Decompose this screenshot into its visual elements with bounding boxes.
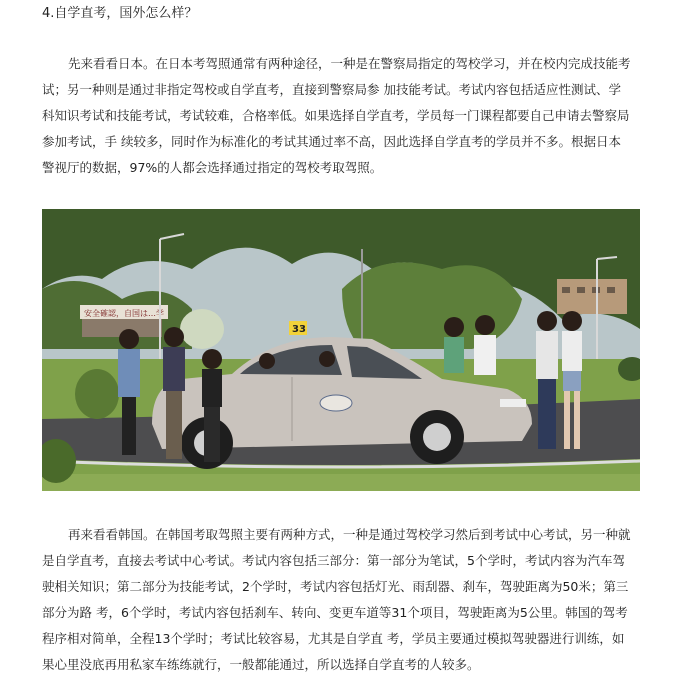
driving-school-photo	[42, 209, 640, 491]
photo-sign-text: 安全確認，自国は…学	[84, 309, 164, 318]
paragraph-line: 是自学直考，直接去考试中心考试。考试内容包括三部分：第一部分为笔试，5个学时，考试内容为汽车驾	[42, 553, 625, 568]
paragraph-line: 科知识考试和技能考试，考试较难，合格率低。如果选择自学直考，学员每一门课程都要自己申请去警察局	[42, 108, 630, 123]
paragraph-line: 再来看看韩国。在韩国考取驾照主要有两种方式，一种是通过驾校学习然后到考试中心考试，另一种就	[68, 527, 631, 542]
paragraph-line: 警视厅的数据，97%的人都会选择通过指定的驾校考取驾照。	[42, 160, 383, 175]
paragraph-korea	[42, 522, 674, 678]
paragraph-line: 驶相关知识；第二部分为技能考试，2个学时，考试内容包括灯光、雨刮器、刹车，驾驶距离为50米；第三	[42, 579, 629, 594]
paragraph-line: 程序相对简单，全程13个学时；考试比较容易，尤其是自学直 考，学员主要通过模拟驾驶器进行训练，如	[42, 631, 625, 646]
car-number: 33	[292, 324, 306, 335]
paragraph-line: 果心里没底再用私家车练练就行，一般都能通过，所以选择自学直考的人较多。	[42, 657, 480, 672]
paragraph-japan	[42, 51, 674, 181]
section-heading: 4.自学直考，国外怎么样？	[42, 6, 198, 21]
paragraph-line: 参加考试，手 续较多，同时作为标准化的考试其通过率不高，因此选择自学直考的学员并不多。根据日本	[42, 134, 621, 149]
paragraph-line: 先来看看日本。在日本考驾照通常有两种途径，一种是在警察局指定的驾校学习，并在校内完成技能考	[68, 56, 631, 71]
paragraph-line: 试；另一种则是通过非指定驾校或自学直考，直接到警察局参 加技能考试。考试内容包括适应性测试、学	[42, 82, 621, 97]
paragraph-line: 部分为路 考，6个学时，考试内容包括刹车、转向、变更车道等31个项目，驾驶距离为5公里。韩国的驾考	[42, 605, 628, 620]
